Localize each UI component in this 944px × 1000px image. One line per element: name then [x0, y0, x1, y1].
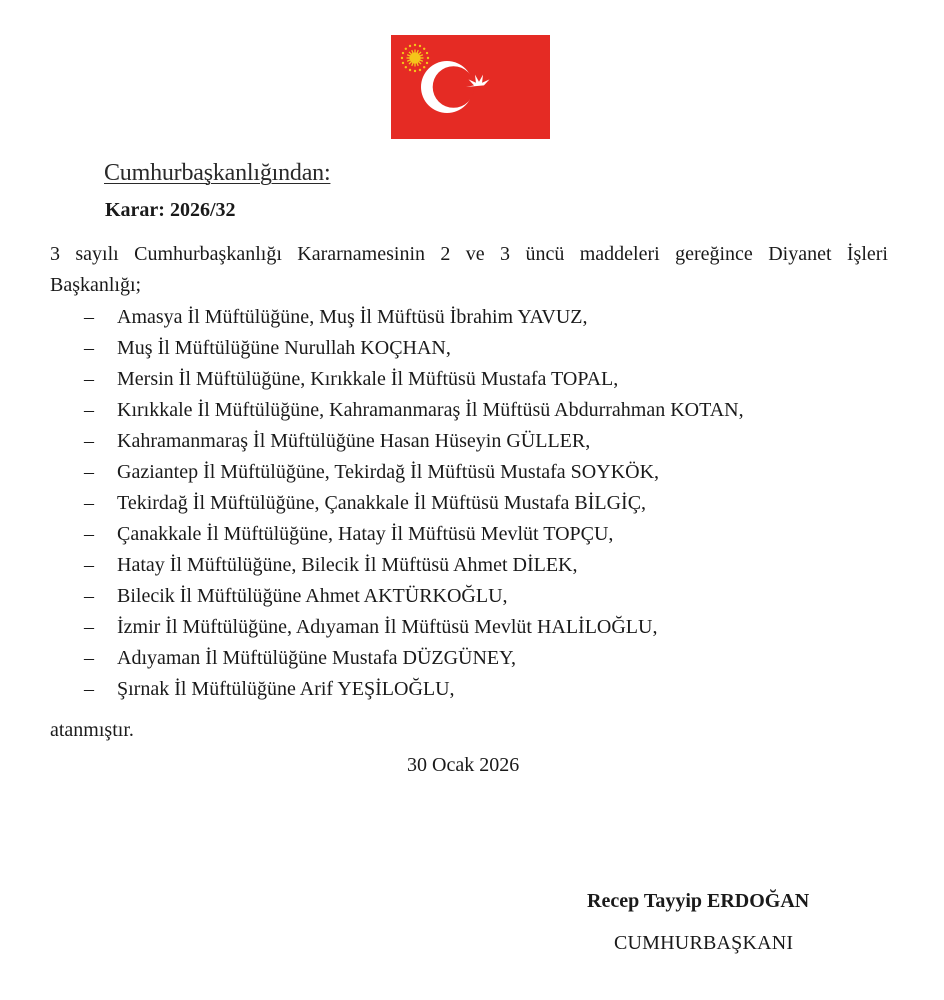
- emblem-small-star: [426, 62, 428, 64]
- dash-bullet: –: [84, 337, 94, 359]
- emblem-small-star: [426, 52, 428, 54]
- appointment-list: [0, 302, 944, 705]
- emblem-small-star: [409, 45, 411, 47]
- emblem-small-star: [419, 69, 421, 71]
- dash-bullet: –: [84, 399, 94, 421]
- intro-paragraph: [50, 239, 888, 301]
- dash-bullet: –: [84, 554, 94, 576]
- dash-bullet: –: [84, 368, 94, 390]
- appointment-item: [0, 550, 944, 581]
- emblem-small-star: [427, 57, 429, 59]
- dash-bullet: –: [84, 306, 94, 328]
- emblem-small-star: [402, 62, 404, 64]
- appointment-text: Kahramanmaraş İl Müftülüğüne Hasan Hüseyin GÜLLER,: [117, 430, 591, 452]
- emblem-small-star: [414, 70, 416, 72]
- appointment-item: [0, 364, 944, 395]
- appointment-text: Muş İl Müftülüğüne Nurullah KOÇHAN,: [117, 337, 451, 359]
- intro-line-2: Başkanlığı;: [50, 274, 142, 296]
- appointment-text: Kırıkkale İl Müftülüğüne, Kahramanmaraş İl Müftüsü Abdurrahman KOTAN,: [117, 399, 744, 421]
- intro-line-1: 3 sayılı Cumhurbaşkanlığı Kararnamesinin 2 ve 3 üncü maddeleri gereğince Diyanet İşleri: [50, 243, 888, 265]
- appointment-item: [0, 426, 944, 457]
- appointment-item: [0, 612, 944, 643]
- appointment-item: [0, 519, 944, 550]
- appointment-text: İzmir İl Müftülüğüne, Adıyaman İl Müftüsü Mevlüt HALİLOĞLU,: [117, 616, 658, 638]
- emblem-small-star: [401, 57, 403, 59]
- appointment-item: [0, 488, 944, 519]
- emblem-small-star: [423, 48, 425, 50]
- emblem-small-star: [414, 44, 416, 46]
- appointment-item: [0, 581, 944, 612]
- appointment-item: [0, 302, 944, 333]
- presidential-flag: [391, 35, 550, 139]
- emblem-small-star: [405, 48, 407, 50]
- dash-bullet: –: [84, 647, 94, 669]
- emblem-small-star: [419, 45, 421, 47]
- dash-bullet: –: [84, 616, 94, 638]
- emblem-small-star: [423, 66, 425, 68]
- appointment-item: [0, 674, 944, 705]
- dash-bullet: –: [84, 430, 94, 452]
- closing-text: atanmıştır.: [50, 719, 134, 741]
- appointment-text: Gaziantep İl Müftülüğüne, Tekirdağ İl Müftüsü Mustafa SOYKÖK,: [117, 461, 660, 483]
- appointment-text: Amasya İl Müftülüğüne, Muş İl Müftüsü İbrahim YAVUZ,: [117, 306, 588, 328]
- dash-bullet: –: [84, 523, 94, 545]
- appointment-item: [0, 643, 944, 674]
- emblem-small-star: [409, 69, 411, 71]
- appointment-text: Şırnak İl Müftülüğüne Arif YEŞİLOĞLU,: [117, 678, 455, 700]
- emblem-small-star: [402, 52, 404, 54]
- appointment-item: [0, 333, 944, 364]
- dash-bullet: –: [84, 585, 94, 607]
- dash-bullet: –: [84, 492, 94, 514]
- decision-number: Karar: 2026/32: [105, 199, 236, 221]
- dash-bullet: –: [84, 678, 94, 700]
- appointment-item: [0, 457, 944, 488]
- appointment-text: Çanakkale İl Müftülüğüne, Hatay İl Müftüsü Mevlüt TOPÇU,: [117, 523, 614, 545]
- decision-date: 30 Ocak 2026: [407, 754, 520, 776]
- appointment-text: Mersin İl Müftülüğüne, Kırıkkale İl Müftüsü Mustafa TOPAL,: [117, 368, 619, 390]
- appointment-text: Hatay İl Müftülüğüne, Bilecik İl Müftüsü Ahmet DİLEK,: [117, 554, 578, 576]
- signer-title: CUMHURBAŞKANI: [614, 932, 794, 954]
- appointment-text: Adıyaman İl Müftülüğüne Mustafa DÜZGÜNEY,: [117, 647, 517, 669]
- appointment-text: Bilecik İl Müftülüğüne Ahmet AKTÜRKOĞLU,: [117, 585, 508, 607]
- emblem-small-star: [405, 66, 407, 68]
- flag-graphic: [391, 35, 550, 139]
- issuer-heading: Cumhurbaşkanlığından:: [104, 160, 331, 186]
- dash-bullet: –: [84, 461, 94, 483]
- signer-name: Recep Tayyip ERDOĞAN: [587, 890, 810, 912]
- appointment-item: [0, 395, 944, 426]
- crescent-cutout: [433, 66, 475, 108]
- appointment-text: Tekirdağ İl Müftülüğüne, Çanakkale İl Müftüsü Mustafa BİLGİÇ,: [117, 492, 647, 514]
